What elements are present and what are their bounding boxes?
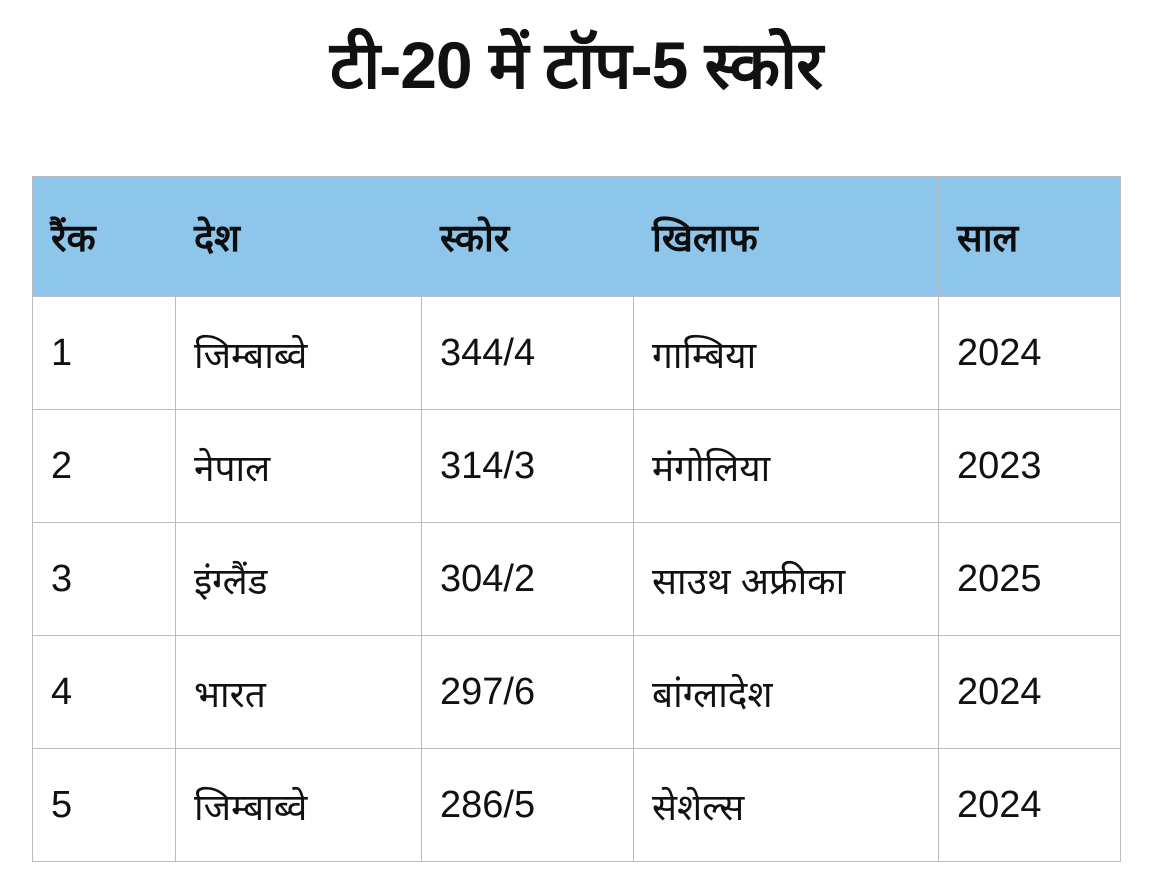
- cell-rank: 1: [33, 297, 176, 410]
- column-header-opponent: खिलाफ: [634, 177, 939, 297]
- cell-year: 2025: [939, 523, 1121, 636]
- cell-country: जिम्बाब्वे: [176, 297, 422, 410]
- cell-year: 2024: [939, 636, 1121, 749]
- cell-rank: 2: [33, 410, 176, 523]
- table-row: [33, 749, 1121, 862]
- cell-opponent: गाम्बिया: [634, 297, 939, 410]
- cell-score: 314/3: [422, 410, 634, 523]
- cell-year: 2024: [939, 297, 1121, 410]
- column-header-rank: रैंक: [33, 177, 176, 297]
- column-header-country: देश: [176, 177, 422, 297]
- cell-opponent: मंगोलिया: [634, 410, 939, 523]
- cell-year: 2023: [939, 410, 1121, 523]
- table-row: [33, 636, 1121, 749]
- table-row: [33, 523, 1121, 636]
- top-scores-table: [32, 176, 1121, 862]
- column-header-year: साल: [939, 177, 1121, 297]
- cell-opponent: सेशेल्स: [634, 749, 939, 862]
- cell-score: 304/2: [422, 523, 634, 636]
- cell-opponent: साउथ अफ्रीका: [634, 523, 939, 636]
- cell-score: 297/6: [422, 636, 634, 749]
- cell-opponent: बांग्लादेश: [634, 636, 939, 749]
- table-body: [33, 297, 1121, 862]
- cell-country: भारत: [176, 636, 422, 749]
- cell-rank: 5: [33, 749, 176, 862]
- cell-country: जिम्बाब्वे: [176, 749, 422, 862]
- cell-year: 2024: [939, 749, 1121, 862]
- cell-score: 344/4: [422, 297, 634, 410]
- page-title: टी-20 में टॉप-5 स्कोर: [329, 28, 823, 102]
- cell-rank: 3: [33, 523, 176, 636]
- cell-country: नेपाल: [176, 410, 422, 523]
- table-row: [33, 410, 1121, 523]
- column-header-score: स्कोर: [422, 177, 634, 297]
- cell-rank: 4: [33, 636, 176, 749]
- table-header-row: [33, 177, 1121, 297]
- table-header: [33, 177, 1121, 297]
- score-table-container: [32, 176, 1120, 862]
- cell-country: इंग्लैंड: [176, 523, 422, 636]
- table-row: [33, 297, 1121, 410]
- cell-score: 286/5: [422, 749, 634, 862]
